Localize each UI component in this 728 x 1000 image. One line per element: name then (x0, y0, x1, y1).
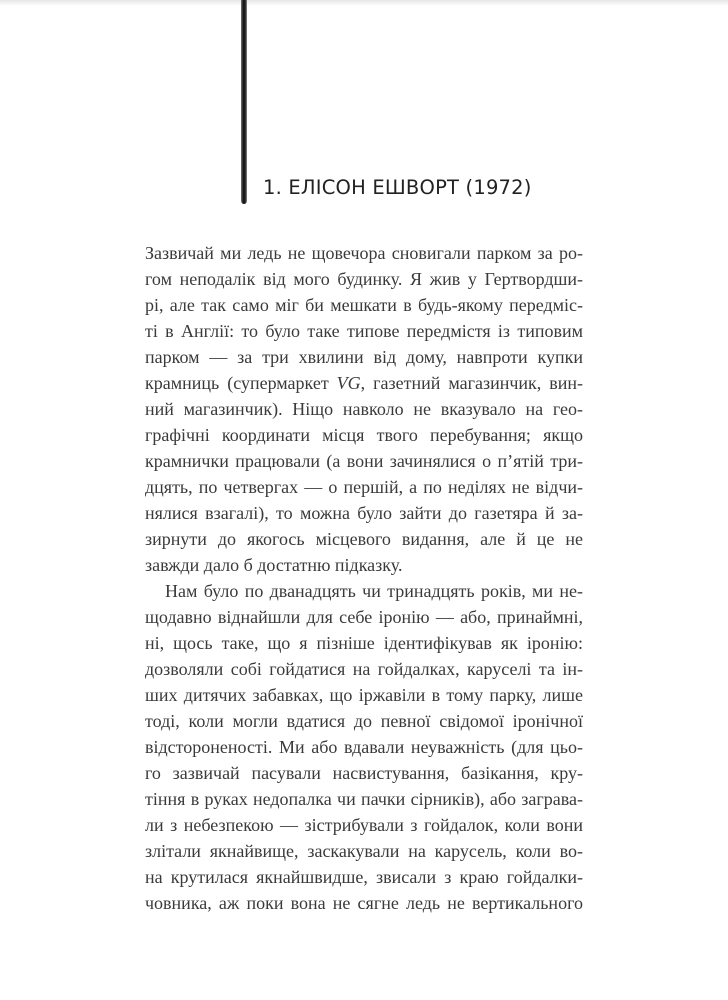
paragraph-2 (145, 578, 583, 916)
text-line: щодавно віднайшли для себе іронію — або, принаймні, (145, 607, 583, 627)
text-line: тоді, коли могли вдатися до певної свідомої іронічної (145, 711, 583, 731)
text-line: ний магазинчик). Ніщо навколо не вказувало на гео- (145, 399, 583, 419)
text-line: рі, але так само міг би мешкати в будь-якому передміс- (145, 295, 583, 315)
text-line: завжди дало б достатню підказку. (145, 555, 403, 575)
text-line: ли з небезпекою — зістрибували з гойдалок, коли вони (145, 815, 583, 835)
text-line: Зазвичай ми ледь не щовечора сновигали парком за ро- (145, 243, 583, 263)
text-line: відстороненості. Ми або вдавали неуважність (для цьо- (145, 737, 583, 757)
text-line: парком — за три хвилини від дому, навпроти купки (145, 347, 583, 367)
chapter-decorative-bar (241, 0, 247, 204)
text-line: злітали якнайвище, заскакували на карусель, коли во- (145, 841, 583, 861)
text-line: дцять, по четвергах — о першій, а по неділях не відчи- (145, 477, 583, 497)
text-line: крамниць (супермаркет VG, газетний магазинчик, вин- (145, 373, 583, 393)
text-line: зирнути до якогось місцевого видання, але й це не (145, 529, 583, 549)
text-line: Нам було по дванадцять чи тринадцять років, ми не- (165, 581, 583, 601)
text-line: графічні координати місця твого перебування; якщо (145, 425, 583, 445)
page-top-edge (0, 0, 728, 6)
text-line: човника, аж поки вона не сягне ледь не вертикального (145, 893, 583, 913)
chapter-title: 1. ЕЛІСОН ЕШВОРТ (1972) (263, 176, 532, 199)
text-line: крамнички працювали (а вони зачинялися о п’ятій три- (145, 451, 583, 471)
paragraph-1 (145, 240, 583, 578)
text-line: ті в Англії: то було таке типове передмістя із типовим (145, 321, 583, 341)
body-text (145, 240, 583, 916)
text-line: тіння в руках недопалка чи пачки сірників), або заграва- (145, 789, 583, 809)
text-line: гом неподалік від мого будинку. Я жив у Гертвордши- (145, 269, 583, 289)
text-line: ні, щось таке, що я пізніше ідентифікував як іронію: (145, 633, 583, 653)
text-line: на крутилася якнайшвидше, звисали з краю гойдалки- (145, 867, 583, 887)
text-line: нялися взагалі), то можна було зайти до газетяра й за- (145, 503, 583, 523)
text-line: ших дитячих забавках, що іржавіли в тому парку, лише (145, 685, 583, 705)
text-line: дозволяли собі гойдатися на гойдалках, каруселі та ін- (145, 659, 583, 679)
text-line: го зазвичай пасували насвистування, базікання, кру- (145, 763, 583, 783)
